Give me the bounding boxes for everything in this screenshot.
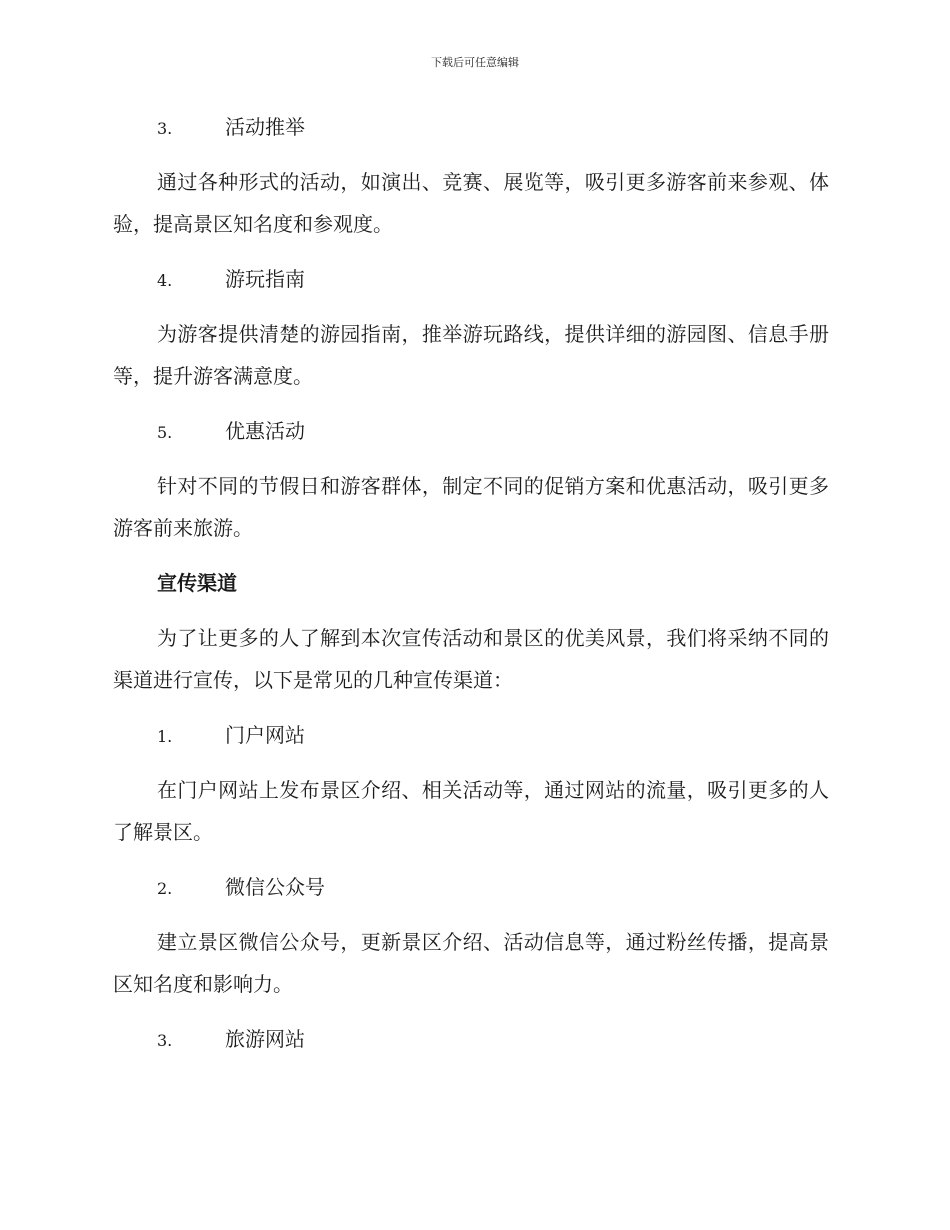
- paragraph-activity-promotion: 通过各种形式的活动，如演出、竞赛、展览等，吸引更多游客前来参观、体验，提高景区知名度和参观度。: [113, 170, 829, 236]
- list-item-tour-guide: [157, 265, 305, 295]
- section-heading: 宣传渠道: [157, 571, 237, 595]
- list-item-portal-website: [157, 721, 305, 751]
- paragraph-channels-intro: 为了让更多的人了解到本次宣传活动和景区的优美风景，我们将采纳不同的渠道进行宣传，以下是常见的几种宣传渠道：: [113, 626, 829, 692]
- list-item-discount-activities: [157, 417, 305, 447]
- list-title: 优惠活动: [225, 419, 305, 443]
- list-title: 游玩指南: [225, 267, 305, 291]
- list-number: 3.: [157, 1031, 173, 1050]
- list-number: 5.: [157, 423, 173, 442]
- paragraph-discount-activities: 针对不同的节假日和游客群体，制定不同的促销方案和优惠活动，吸引更多游客前来旅游。: [113, 474, 829, 540]
- paragraph-wechat-account: 建立景区微信公众号，更新景区介绍、活动信息等，通过粉丝传播，提高景区知名度和影响力。: [113, 930, 829, 996]
- list-title: 旅游网站: [225, 1027, 305, 1051]
- list-number: 1.: [157, 727, 173, 746]
- list-item-travel-website: [157, 1025, 305, 1055]
- list-number: 2.: [157, 879, 173, 898]
- paragraph-tour-guide: 为游客提供清楚的游园指南，推举游玩路线，提供详细的游园图、信息手册等，提升游客满意度。: [113, 322, 829, 388]
- list-item-wechat-account: [157, 873, 325, 903]
- paragraph-portal-website: 在门户网站上发布景区介绍、相关活动等，通过网站的流量，吸引更多的人了解景区。: [113, 778, 829, 844]
- page-header: 下载后可任意编辑: [431, 56, 519, 69]
- list-number: 3.: [157, 119, 173, 138]
- list-title: 微信公众号: [225, 875, 325, 899]
- list-number: 4.: [157, 271, 173, 290]
- list-title: 门户网站: [225, 723, 305, 747]
- list-item-activity-promotion: [157, 113, 305, 143]
- list-title: 活动推举: [225, 115, 305, 139]
